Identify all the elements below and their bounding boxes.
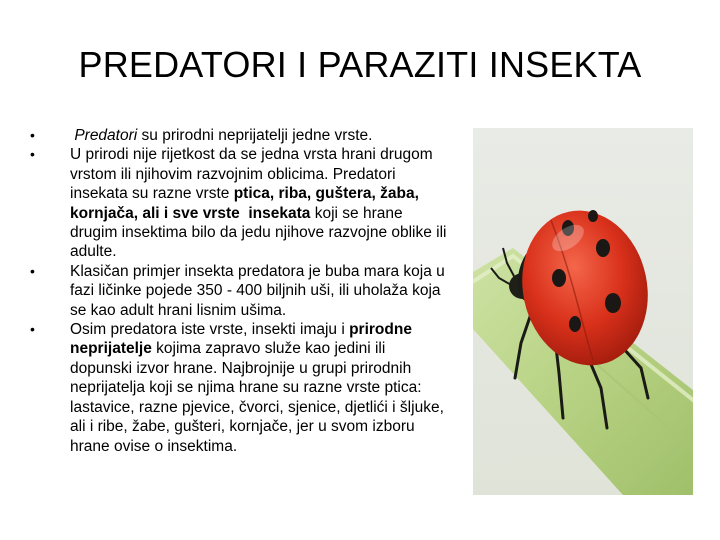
bullet-icon: • <box>30 127 35 143</box>
text-run: kojima zapravo služe kao jedini ili dopunski izvor hrane. Najbrojnije u grupi prirodnih neprijatelja koji se njima hrane su razne vrste ptica: lastavice, razne pjevice, čvorci, sjenice, djetlići i šljuke, ali i ribe, žabe, gušteri, kornjače, jer u svom izboru hrane ovise o insektima. <box>70 340 444 455</box>
ladybug-illustration <box>473 128 693 495</box>
bullet-icon: • <box>30 262 35 279</box>
text-run: ptica, riba, guštera, žaba, kornjača, ali i sve vrste insekata <box>70 185 424 222</box>
bullet-item <box>30 145 450 261</box>
slide-title: PREDATORI I PARAZITI INSEKTA <box>78 44 642 85</box>
bullet-text <box>70 263 445 319</box>
text-run: koji se hrane drugim insektima bilo da jedu njihove razvojne oblike ili adulte. <box>70 204 447 261</box>
bullet-item <box>30 262 450 320</box>
text-run: Osim predatora iste vrste, insekti imaju i <box>70 321 350 339</box>
bullet-icon: • <box>30 321 35 338</box>
bullet-text <box>70 146 447 260</box>
text-run: prirodne neprijatelje <box>70 321 412 358</box>
bullet-list <box>30 126 450 456</box>
bullet-item <box>30 320 450 456</box>
bullet-item <box>30 126 450 145</box>
text-run: U prirodi nije rijetkost da se jedna vrsta hrani drugom vrstom ili njihovim razvojnim oblicima. Predatori insekata su razne vrste <box>70 146 433 203</box>
bullet-text <box>70 127 372 144</box>
text-run: Predatori <box>74 127 138 144</box>
text-run: su prirodni neprijatelji jedne vrste. <box>137 127 373 144</box>
ladybug-image <box>473 128 693 495</box>
text-run: Klasičan primjer insekta predatora je buba mara koja u fazi ličinke pojede 350 - 400 biljnih uši, ili uholaža koja se kao adult hrani lisnim ušima. <box>70 262 445 319</box>
bullet-text <box>70 321 444 454</box>
bullet-icon: • <box>30 146 35 163</box>
